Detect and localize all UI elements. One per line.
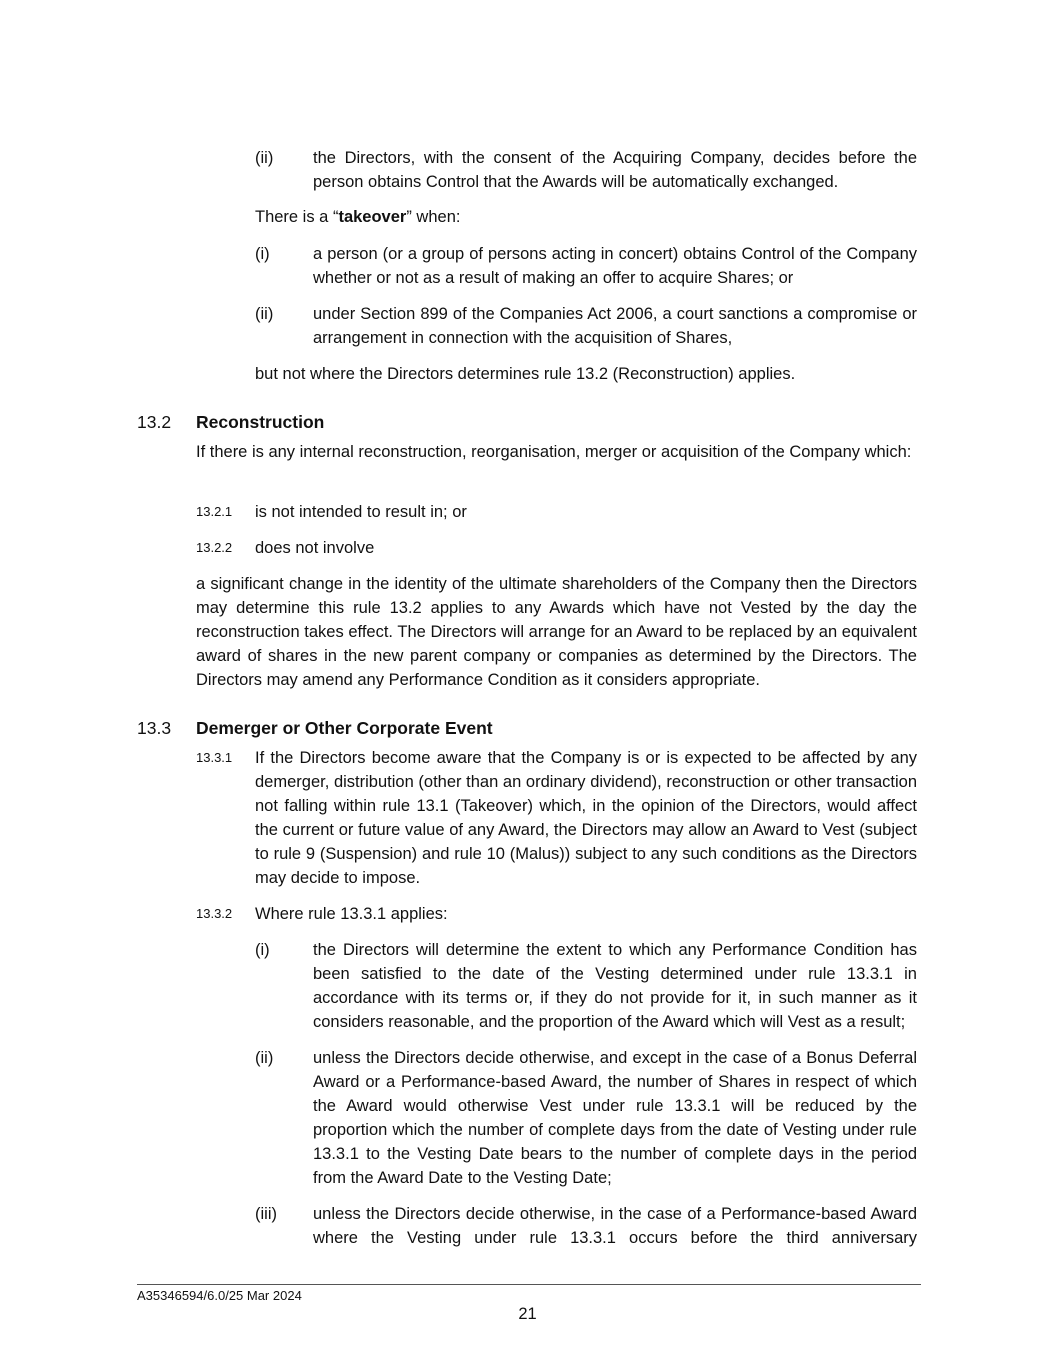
- list-item-text: under Section 899 of the Companies Act 2006, a court sanctions a compromise or arrangement in connection with the acquisition of Shares,: [313, 305, 917, 347]
- section-heading: Demerger or Other Corporate Event: [196, 718, 493, 738]
- list-marker: (ii): [255, 149, 274, 167]
- subclause-number: 13.2.1: [196, 504, 233, 519]
- list-item-text: the Directors will determine the extent to which any Performance Condition has been satisfied to the date of the Vesting determined under rule 13.3.1 in accordance with its terms or, if they do not provide for it, in such manner as it considers reasonable, and the proportion of the Award which will Vest as a result;: [313, 941, 917, 1031]
- list-marker: (iii): [255, 1205, 277, 1223]
- intro-before: There is a “: [255, 208, 339, 226]
- list-marker: (i): [255, 941, 270, 959]
- subclause-number: 13.3.2: [196, 906, 233, 921]
- intro-after: ” when:: [406, 208, 461, 226]
- paragraph: a significant change in the identity of the ultimate shareholders of the Company then the Directors may determine this rule 13.2 applies to any Awards which have not Vested by the day the reconstruction takes effect. The Directors will arrange for an Award to be replaced by an equivalent award of shares in the new parent company or companies as determined by the Directors. The Directors may amend any Performance Condition as it considers appropriate.: [196, 575, 917, 689]
- paragraph: but not where the Directors determines rule 13.2 (Reconstruction) applies.: [255, 365, 796, 383]
- list-marker: (ii): [255, 1049, 274, 1067]
- subclause-number: 13.2.2: [196, 540, 233, 555]
- list-item-text: unless the Directors decide otherwise, and except in the case of a Bonus Deferral Award or a Performance-based Award, the number of Shares in respect of which the Award would otherwise Vest under rule 13.3.1 will be reduced by the proportion which the number of complete days from the date of Vesting under rule 13.3.1 to the Vesting Date bears to the number of complete days in the period from the Award Date to the Vesting Date;: [313, 1049, 917, 1187]
- subclause-text: is not intended to result in; or: [255, 503, 467, 521]
- section-heading: Reconstruction: [196, 412, 325, 432]
- section-number: 13.2: [137, 412, 172, 432]
- defined-term: takeover: [338, 208, 407, 226]
- subclause-text: does not involve: [255, 539, 375, 557]
- list-marker: (ii): [255, 305, 274, 323]
- subclause-number: 13.3.1: [196, 750, 233, 765]
- subclause-text: If the Directors become aware that the Company is or is expected to be affected by any demerger, distribution (other than an ordinary dividend), reconstruction or other transaction not falling within rule 13.1 (Takeover) which, in the opinion of the Directors, would affect the current or future value of any Award, the Directors may allow an Award to Vest (subject to rule 9 (Suspension) and rule 10 (Malus)) subject to any such conditions as the Directors may decide to impose.: [255, 749, 917, 887]
- list-item-text: the Directors, with the consent of the Acquiring Company, decides before the person obtains Control that the Awards will be automatically exchanged.: [313, 149, 917, 191]
- list-marker: (i): [255, 245, 270, 263]
- paragraph: If there is any internal reconstruction, reorganisation, merger or acquisition of the Company which:: [196, 443, 912, 461]
- page-number: 21: [518, 1305, 537, 1323]
- footer-divider: [137, 1284, 921, 1285]
- takeover-definition-intro: [255, 205, 917, 229]
- list-item-text: a person (or a group of persons acting in concert) obtains Control of the Company whether or not as a result of making an offer to acquire Shares; or: [313, 245, 917, 287]
- document-reference: A35346594/6.0/25 Mar 2024: [137, 1288, 302, 1303]
- section-number: 13.3: [137, 718, 172, 738]
- list-item-text: unless the Directors decide otherwise, in the case of a Performance-based Award where the Vesting under rule 13.3.1 occurs before the third anniversary: [313, 1205, 917, 1247]
- subclause-text: Where rule 13.3.1 applies:: [255, 905, 448, 923]
